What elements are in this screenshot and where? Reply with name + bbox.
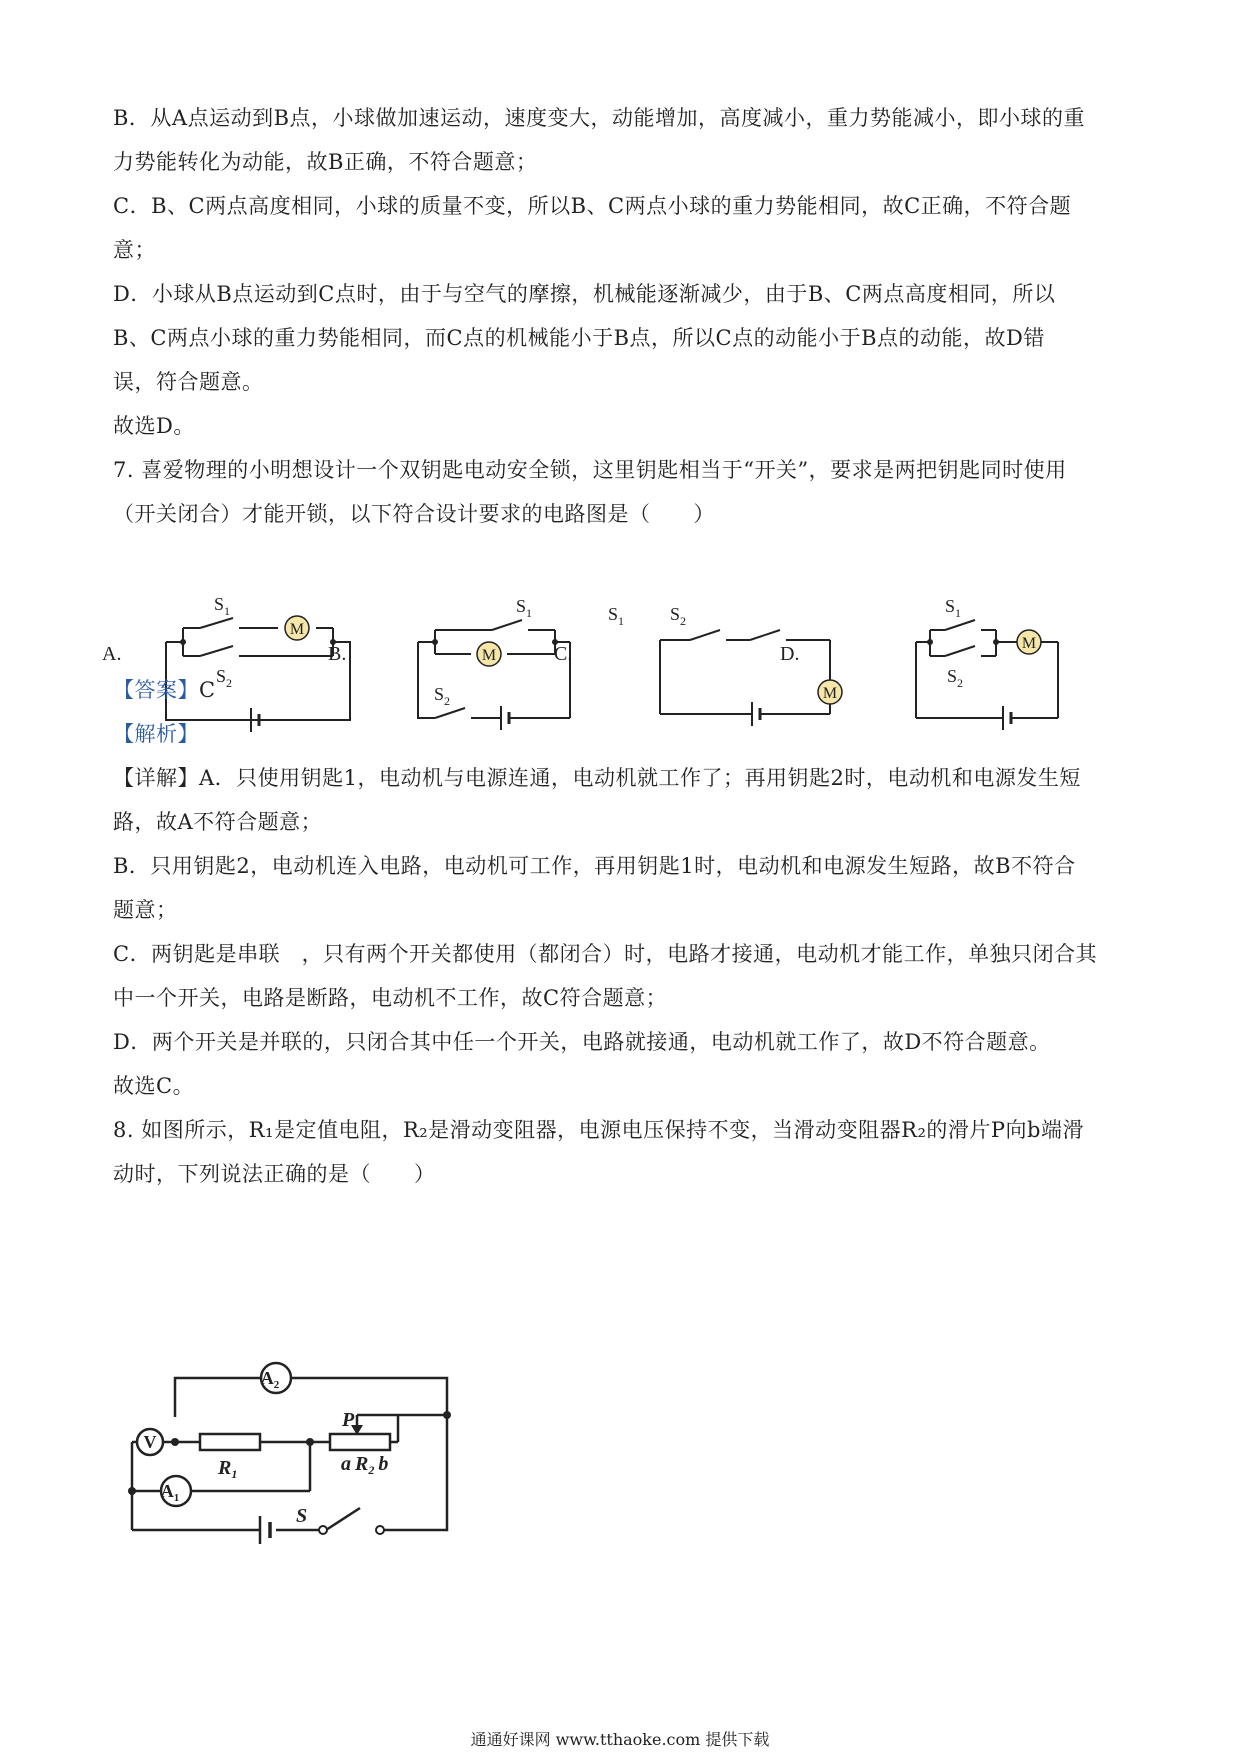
q7-circuit-options [100, 590, 1100, 740]
question-7-line: 7. 喜爱物理的小明想设计一个双钥匙电动安全锁，这里钥匙相当于“开关”，要求是两把钥匙同时使用 [113, 458, 1067, 482]
svg-text:S: S [296, 1505, 308, 1527]
text-line: 误，符合题意。 [113, 370, 264, 394]
detail-line: C．两钥匙是串联 ，只有两个开关都使用（都闭合）时，电路才接通，电动机才能工作，单独只闭合其 [113, 942, 1098, 966]
text-line: 故选D。 [113, 414, 195, 438]
svg-text:R1: $R_1$ [218, 1457, 238, 1481]
option-b-label: B. [328, 643, 347, 665]
page-footer: 通通好课网 www.tthaoke.com 提供下载 [470, 1730, 770, 1749]
analysis-label: 【解析】 [113, 722, 199, 746]
svg-text:S2: $S_2$ [670, 604, 687, 628]
detail-line: 【详解】A．只使用钥匙1，电动机与电源连通，电动机就工作了；再用钥匙2时，电动机和电源发生短 [113, 766, 1081, 790]
svg-text:M: M [1021, 635, 1037, 652]
text-line: B、C两点小球的重力势能相同，而C点的机械能小于B点，所以C点的动能小于B点的动能，故D错 [113, 326, 1045, 350]
question-8-line: 8. 如图所示，R₁是定值电阻，R₂是滑动变阻器，电源电压保持不变，当滑动变阻器R₂的滑片P向b端滑 [113, 1118, 1084, 1142]
option-a-label: A. [102, 643, 122, 665]
text-line: 意； [113, 238, 156, 262]
question-7-line: （开关闭合）才能开锁，以下符合设计要求的电路图是（ ） [113, 502, 715, 526]
svg-text:S1: $S_1$ [516, 596, 533, 620]
motor-icon [477, 642, 501, 666]
option-d-label: D. [780, 643, 800, 665]
question-8-line: 动时，下列说法正确的是（ ） [113, 1162, 436, 1186]
detail-line: 路，故A不符合题意； [113, 810, 323, 834]
text-line: C．B、C两点高度相同，小球的质量不变，所以B、C两点小球的重力势能相同，故C正确，不符合题 [113, 194, 1072, 218]
detail-line: 题意； [113, 898, 178, 922]
detail-line: 中一个开关，电路是断路，电动机不工作，故C符合题意； [113, 986, 668, 1010]
svg-text:S2: $S_2$ [434, 684, 451, 708]
svg-text:S1: $S_1$ [608, 604, 625, 628]
svg-text:M: M [822, 685, 838, 702]
svg-text:S2: $S_2$ [947, 666, 964, 690]
svg-text:P: P [342, 1409, 355, 1431]
text-line: 力势能转化为动能，故B正确，不符合题意； [113, 150, 538, 174]
motor-icon [818, 680, 842, 704]
answer-value: C [199, 678, 216, 702]
svg-text:S1: $S_1$ [945, 596, 962, 620]
detail-line: B．只用钥匙2，电动机连入电路，电动机可工作，再用钥匙1时，电动机和电源发生短路，故B不符合 [113, 854, 1076, 878]
answer-line [113, 676, 216, 704]
detail-line: 故选C。 [113, 1074, 195, 1098]
svg-text:aR2b: a $R_2$ b [341, 1453, 389, 1477]
option-c-label: C. [554, 643, 573, 665]
svg-text:M: M [289, 621, 305, 638]
svg-text:S2: $S_2$ [216, 666, 233, 690]
svg-text:S1: $S_1$ [214, 594, 231, 618]
text-line: D．小球从B点运动到C点时，由于与空气的摩擦，机械能逐渐减少，由于B、C两点高度相同，所以 [113, 282, 1056, 306]
svg-text:A1: $A_1$ [160, 1481, 180, 1504]
motor-icon [285, 616, 309, 640]
answer-label: 【答案】 [113, 678, 199, 702]
text-line: B．从A点运动到B点，小球做加速运动，速度变大，动能增加，高度减小，重力势能减小，即小球的重 [113, 106, 1086, 130]
svg-text:M: M [481, 647, 497, 664]
q8-circuit-diagram [120, 1360, 470, 1575]
detail-line: D．两个开关是并联的，只闭合其中任一个开关，电路就接通，电动机就工作了，故D不符合题意。 [113, 1030, 1051, 1054]
svg-text:V: V [143, 1432, 157, 1452]
svg-text:A2: $A_2$ [260, 1368, 280, 1391]
motor-icon [1017, 630, 1041, 654]
